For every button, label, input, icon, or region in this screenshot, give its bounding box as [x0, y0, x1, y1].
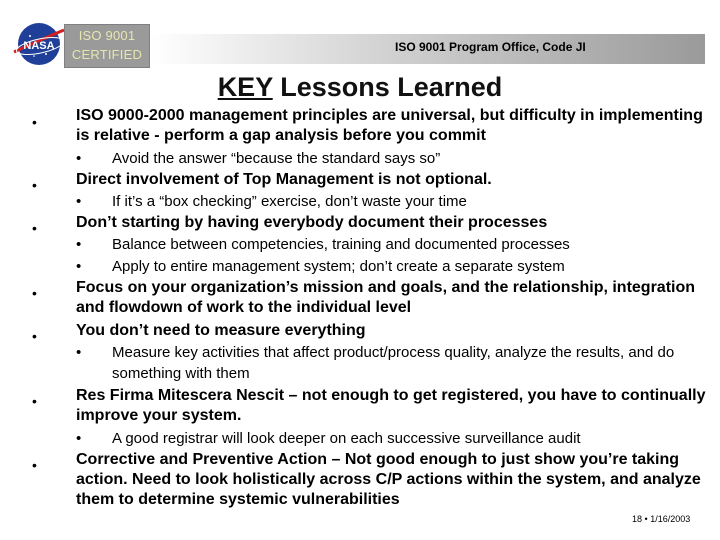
- bullet-marker: •: [32, 220, 37, 236]
- bullet-marker: •: [32, 328, 37, 344]
- lesson-subitem: [76, 234, 696, 255]
- iso-line-2: CERTIFIED: [71, 47, 143, 62]
- lesson-item-5: You don’t need to measure everything: [76, 322, 366, 339]
- lesson-subitem-text: Balance between competencies, training and documented processes: [112, 236, 570, 253]
- lesson-subitem: [76, 342, 696, 384]
- iso-certified-badge: [64, 24, 150, 68]
- lesson-subitem-text: Apply to entire management system; don’t create a separate system: [112, 258, 565, 275]
- program-office-label: ISO 9001 Program Office, Code JI: [395, 40, 586, 54]
- sub-bullet-marker: •: [76, 193, 82, 210]
- title-rest: Lessons Learned: [272, 72, 503, 102]
- sub-bullet-marker: •: [76, 150, 82, 167]
- bullet-marker: •: [32, 285, 37, 301]
- bullet-marker: •: [32, 114, 37, 130]
- lesson-item-7: Corrective and Preventive Action – Not good enough to just show you’re taking action. Need to look holistically across C/P actions within the system, and analyze them to determine systemic vulnerabilities: [76, 451, 701, 508]
- lesson-item-2: Direct involvement of Top Management is not optional.: [76, 171, 492, 188]
- lesson-subitem: [76, 148, 696, 169]
- slide-header: [0, 0, 720, 72]
- lesson-subitem: [76, 191, 696, 212]
- bullet-marker: •: [32, 177, 37, 193]
- slide-title: [0, 72, 720, 103]
- slide-footer: [632, 514, 690, 524]
- lesson-item-3: Don’t starting by having everybody document their processes: [76, 214, 548, 231]
- lesson-item-4: Focus on your organization’s mission and goals, and the relationship, integration and flowdown of work to the individual level: [76, 279, 696, 316]
- title-key: KEY: [217, 72, 273, 102]
- nasa-logo-icon: [10, 20, 68, 68]
- lesson-subitem: [76, 256, 696, 277]
- lesson-item-1: ISO 9000-2000 management principles are universal, but difficulty in implementing is relative - perform a gap analysis before you commit: [76, 107, 703, 144]
- lesson-subitem-text: Avoid the answer “because the standard says so”: [112, 150, 441, 167]
- lesson-subitem: [76, 428, 696, 449]
- lesson-subitem-text: A good registrar will look deeper on each successive surveillance audit: [112, 430, 581, 447]
- lesson-subitem-text: Measure key activities that affect product/process quality, analyze the results, and do something with them: [112, 344, 675, 382]
- footer-separator: •: [644, 514, 648, 524]
- nasa-logo-text: NASA: [23, 40, 55, 52]
- sub-bullet-marker: •: [76, 430, 82, 447]
- sub-bullet-marker: •: [76, 258, 82, 275]
- page-number: 18: [632, 514, 643, 524]
- sub-bullet-marker: •: [76, 344, 82, 361]
- iso-line-1: ISO 9001: [78, 28, 136, 43]
- slide-date: 1/16/2003: [650, 514, 691, 524]
- sub-bullet-marker: •: [76, 236, 82, 253]
- bullet-marker: •: [32, 457, 37, 473]
- lesson-item-6: Res Firma Mitescera Nescit – not enough to get registered, you have to continually improve your system.: [76, 387, 706, 424]
- lesson-subitem-text: If it’s a “box checking” exercise, don’t waste your time: [112, 193, 467, 210]
- bullet-marker: •: [32, 393, 37, 409]
